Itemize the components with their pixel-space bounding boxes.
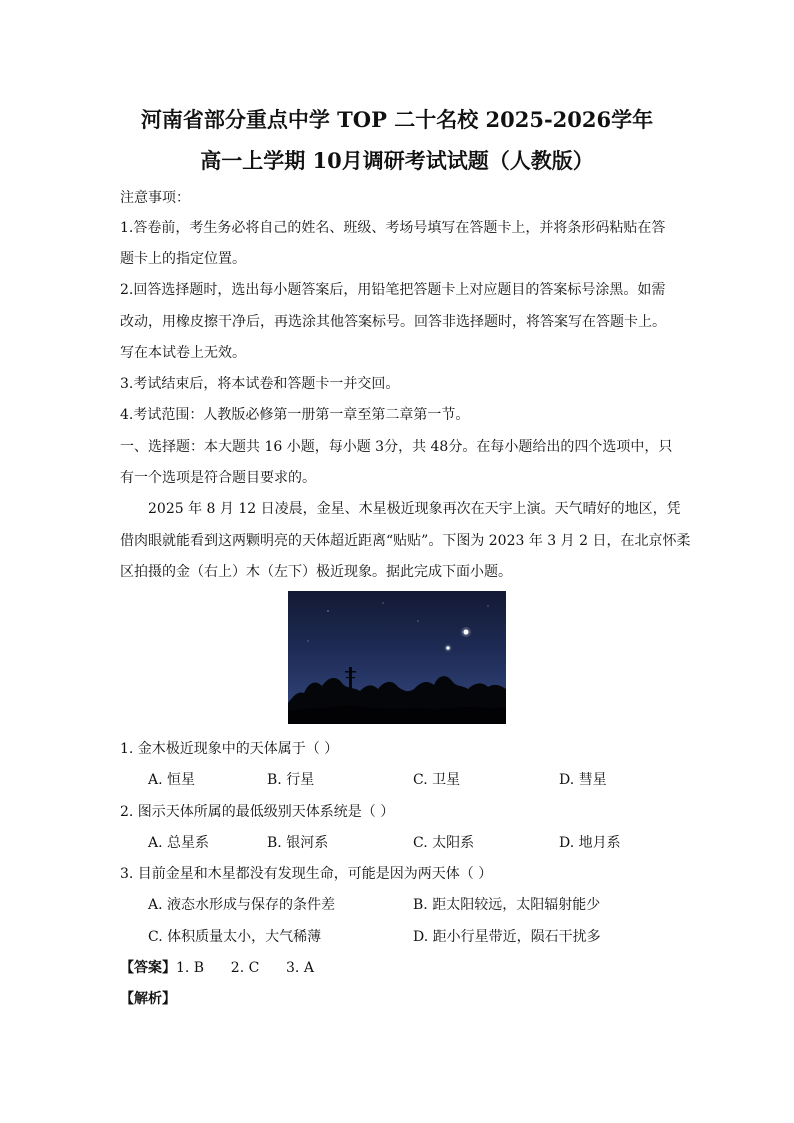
exam-title-line1: 河南省部分重点中学 TOP 二十名校 2025-2026学年 bbox=[140, 107, 654, 132]
notes-line: 写在本试卷上无效。 bbox=[120, 345, 246, 361]
question-1-option-d: D. 彗星 bbox=[559, 772, 607, 788]
night-sky-illustration bbox=[288, 591, 506, 724]
question-2-option-d: D. 地月系 bbox=[559, 835, 621, 851]
notes-line: 3.考试结束后，将本试卷和答题卡一并交回。 bbox=[120, 376, 400, 392]
question-1-option-b: B. 行星 bbox=[267, 772, 315, 788]
notes-line: 4.考试范围：人教版必修第一册第一章至第二章第一节。 bbox=[120, 407, 470, 423]
passage-line: 借肉眼就能看到这两颗明亮的天体超近距离“贴贴”。下图为 2023 年 3 月 2 日，在北京怀柔 bbox=[120, 533, 691, 549]
question-1-option-c: C. 卫星 bbox=[413, 772, 461, 788]
question-3-option-d: D. 距小行星带近，陨石干扰多 bbox=[413, 929, 601, 945]
notes-heading: 注意事项： bbox=[120, 190, 190, 206]
question-2-option-c: C. 太阳系 bbox=[413, 835, 475, 851]
notes-line: 2.回答选择题时，选出每小题答案后，用铅笔把答题卡上对应题目的答案标号涂黑。如需 bbox=[120, 282, 666, 298]
passage-line: 区拍摄的金（右上）木（左下）极近现象。据此完成下面小题。 bbox=[120, 564, 512, 580]
question-2-option-b: B. 银河系 bbox=[267, 835, 329, 851]
answer-values: 1. B 2. C 3. A bbox=[176, 960, 314, 976]
question-2-stem: 2. 图示天体所属的最低级别天体系统是（ ） bbox=[120, 804, 395, 820]
question-1-stem: 1. 金木极近现象中的天体属于（ ） bbox=[120, 741, 339, 757]
section-heading: 一、选择题：本大题共 16 小题，每小题 3分，共 48分。在每小题给出的四个选项中，只 bbox=[120, 439, 673, 455]
venus-jupiter-photo bbox=[288, 591, 506, 724]
notes-line: 题卡上的指定位置。 bbox=[120, 251, 246, 267]
answer-label: 【答案】 bbox=[120, 960, 176, 976]
question-3-option-c: C. 体积质量太小，大气稀薄 bbox=[148, 929, 322, 945]
answer-row bbox=[120, 957, 314, 977]
notes-line: 改动，用橡皮擦干净后，再选涂其他答案标号。回答非选择题时，将答案写在答题卡上。 bbox=[120, 314, 666, 330]
section-heading-cont: 有一个选项是符合题目要求的。 bbox=[120, 470, 316, 486]
exam-title-line2: 高一上学期 10月调研考试试题（人教版） bbox=[200, 148, 594, 173]
question-3-stem: 3. 目前金星和木星都没有发现生命，可能是因为两天体（ ） bbox=[120, 866, 493, 882]
analysis-label: 【解析】 bbox=[120, 991, 176, 1007]
question-1-option-a: A. 恒星 bbox=[148, 772, 196, 788]
question-2-option-a: A. 总星系 bbox=[148, 835, 210, 851]
question-3-option-a: A. 液态水形成与保存的条件差 bbox=[148, 897, 336, 913]
passage-line: 2025 年 8 月 12 日凌晨，金星、木星极近现象再次在天宇上演。天气晴好的地区，凭 bbox=[148, 501, 681, 517]
notes-line: 1.答卷前，考生务必将自己的姓名、班级、考场号填写在答题卡上，并将条形码粘贴在答 bbox=[120, 220, 666, 236]
question-3-option-b: B. 距太阳较远，太阳辐射能少 bbox=[413, 897, 601, 913]
